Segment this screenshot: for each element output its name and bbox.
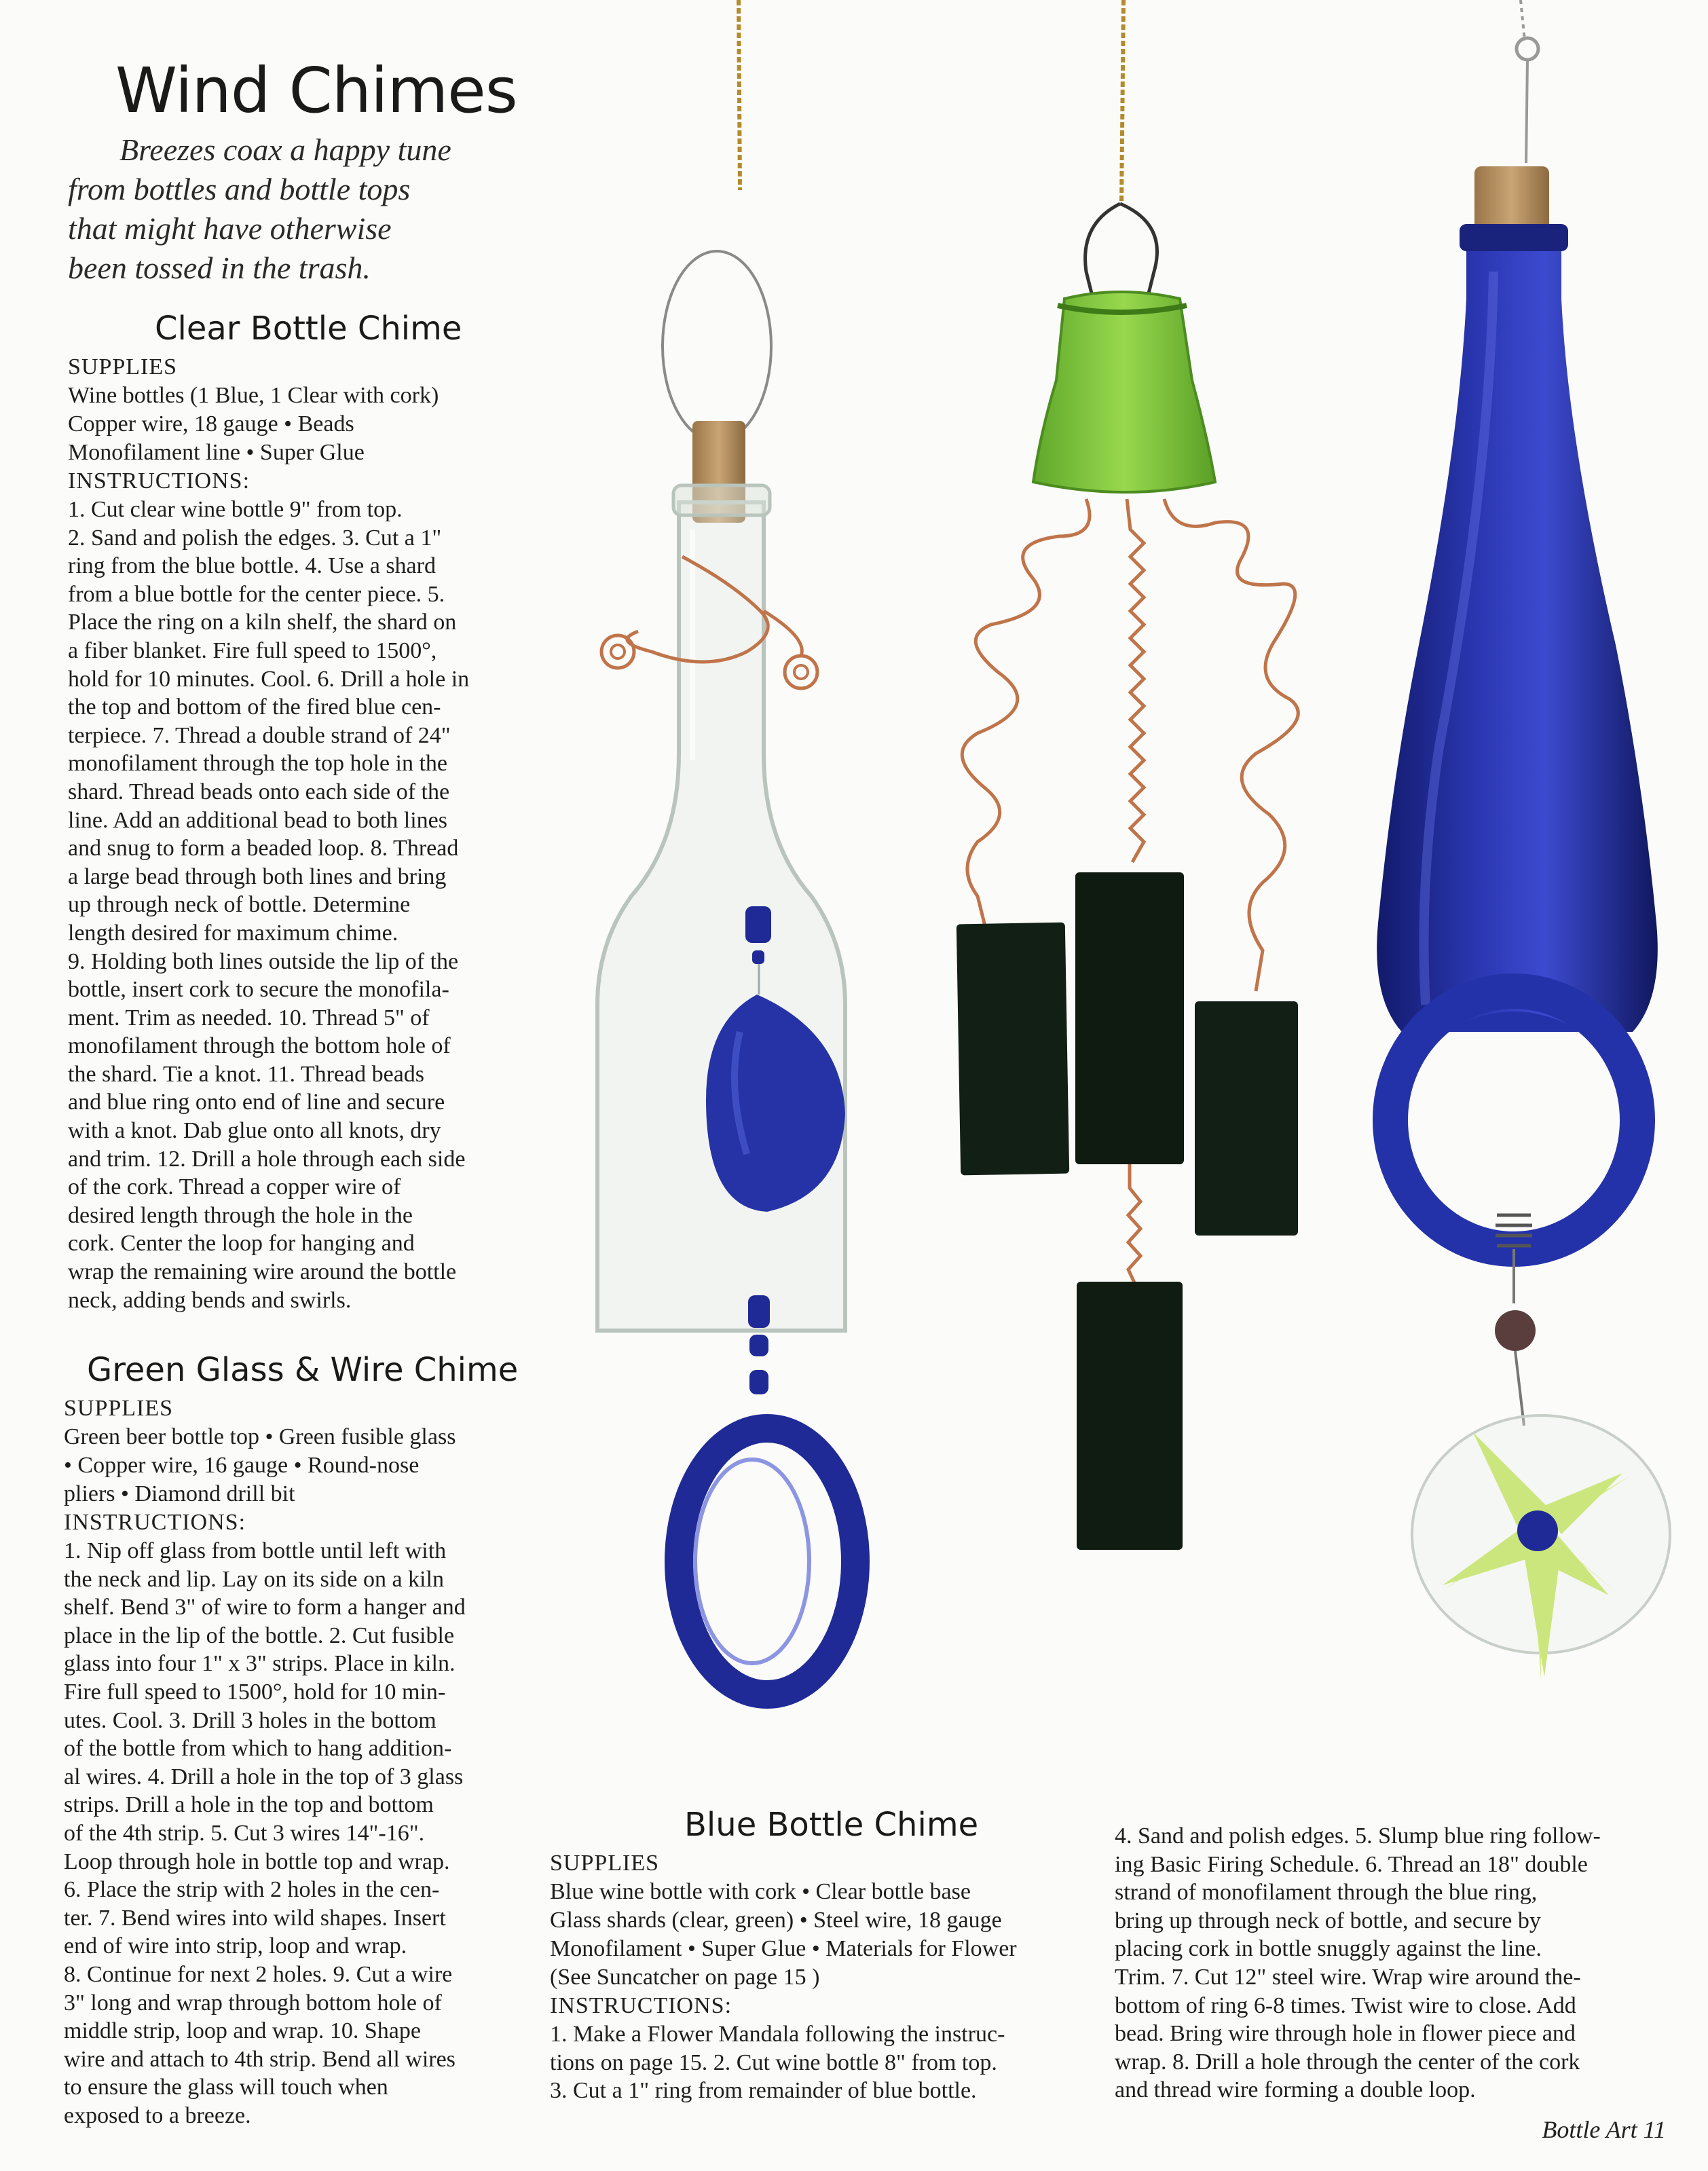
instruction-line: of the 4th strip. 5. Cut 3 wires 14"-16". <box>64 1820 425 1846</box>
instruction-line: utes. Cool. 3. Drill 3 holes in the bottom <box>64 1707 437 1733</box>
supply-line: Monofilament • Super Glue • Materials for Flower <box>550 1936 1017 1961</box>
instruction-line: 3" long and wrap through bottom hole of <box>64 1990 442 2016</box>
instruction-line: wrap the remaining wire around the bottle <box>68 1259 457 1285</box>
instructions-text <box>68 496 543 1314</box>
instruction-line: al wires. 4. Drill a hole in the top of 3 glass <box>64 1764 464 1789</box>
instructions-label: INSTRUCTIONS: <box>64 1510 246 1535</box>
instruction-line: tions on page 15. 2. Cut wine bottle 8" from top. <box>550 2049 997 2075</box>
instruction-line: ter. 7. Bend wires into wild shapes. Insert <box>64 1905 446 1931</box>
instruction-line: wire and attach to 4th strip. Bend all wires <box>64 2046 456 2072</box>
instructions-text <box>1115 1822 1671 2104</box>
intro-text <box>68 130 543 288</box>
instruction-line: a fiber blanket. Fire full speed to 1500°, <box>68 637 437 663</box>
blue-bottle-chime <box>1377 0 1670 1680</box>
instruction-line: 8. Continue for next 2 holes. 9. Cut a wire <box>64 1961 453 1987</box>
instruction-line: monofilament through the top hole in the <box>68 751 448 777</box>
instruction-line: desired length through the hole in the <box>68 1202 413 1228</box>
instruction-line: middle strip, loop and wrap. 10. Shape <box>64 2018 421 2044</box>
intro-line: from bottles and bottle tops <box>68 172 411 206</box>
instruction-line: shelf. Bend 3" of wire to form a hanger and <box>64 1595 466 1620</box>
instruction-line: the shard. Tie a knot. 11. Thread beads <box>68 1061 425 1087</box>
instruction-line: of the cork. Thread a copper wire of <box>68 1174 401 1200</box>
clear-bottle-heading: Clear Bottle Chime <box>155 310 462 348</box>
instruction-line: shard. Thread beads onto each side of the <box>68 779 450 804</box>
instruction-line: 1. Make a Flower Mandala following the instruc- <box>550 2022 1005 2047</box>
supplies-label: SUPPLIES <box>68 354 178 379</box>
instruction-line: the neck and lip. Lay on its side on a kiln <box>64 1566 444 1592</box>
instructions-label: INSTRUCTIONS: <box>68 468 250 494</box>
instruction-line: strips. Drill a hole in the top and bottom <box>64 1792 434 1818</box>
supplies-label: SUPPLIES <box>64 1396 174 1421</box>
instruction-line: neck, adding bends and swirls. <box>68 1287 352 1313</box>
supply-line: Copper wire, 18 gauge • Beads <box>68 411 354 437</box>
supply-line: pliers • Diamond drill bit <box>64 1481 295 1506</box>
instruction-line: end of wire into strip, loop and wrap. <box>64 1933 407 1959</box>
instruction-line: the top and bottom of the fired blue cen- <box>68 694 441 720</box>
instruction-line: bottom of ring 6-8 times. Twist wire to close. Add <box>1115 1992 1576 2018</box>
instruction-line: 1. Cut clear wine bottle 9" from top. <box>68 497 403 522</box>
blue-bottle-instructions-continued <box>1115 1822 1671 2104</box>
clear-bottle-section <box>68 353 543 1314</box>
instruction-line: place in the lip of the bottle. 2. Cut fusible <box>64 1622 455 1648</box>
instruction-line: 9. Holding both lines outside the lip of the <box>68 948 459 974</box>
instruction-line: and thread wire forming a double loop. <box>1115 2077 1476 2103</box>
green-chime-heading: Green Glass & Wire Chime <box>87 1351 519 1389</box>
instruction-line: up through neck of bottle. Determine <box>68 892 411 918</box>
supply-line: Blue wine bottle with cork • Clear bottle base <box>550 1879 971 1904</box>
supply-line: Glass shards (clear, green) • Steel wire, 18 gauge <box>550 1908 1002 1933</box>
instruction-line: Loop through hole in bottle top and wrap. <box>64 1849 450 1874</box>
instruction-line: bead. Bring wire through hole in flower piece and <box>1115 2021 1576 2047</box>
instruction-line: cork. Center the loop for hanging and <box>68 1231 415 1257</box>
instruction-line: Place the ring on a kiln shelf, the shard on <box>68 610 457 635</box>
green-glass-wire-chime <box>957 0 1299 1550</box>
instruction-line: of the bottle from which to hang addition- <box>64 1736 452 1762</box>
instruction-line: ring from the blue bottle. 4. Use a shard <box>68 553 436 579</box>
instructions-text <box>550 2020 1093 2105</box>
instruction-line: ing Basic Firing Schedule. 6. Thread an 18" double <box>1115 1851 1588 1877</box>
intro-line: Breezes coax a happy tune <box>119 132 451 167</box>
instruction-line: hold for 10 minutes. Cool. 6. Drill a hole in <box>68 666 470 692</box>
blue-bottle-heading: Blue Bottle Chime <box>684 1806 979 1844</box>
intro-line: that might have otherwise <box>68 211 392 246</box>
instruction-line: length desired for maximum chime. <box>68 920 398 946</box>
instruction-line: and snug to form a beaded loop. 8. Thread <box>68 836 459 861</box>
instruction-line: exposed to a breeze. <box>64 2102 251 2128</box>
instruction-line: bring up through neck of bottle, and secure by <box>1115 1908 1541 1933</box>
page-title: Wind Chimes <box>115 54 517 127</box>
page-footer: Bottle Art 11 <box>1542 2116 1666 2143</box>
supply-line: Monofilament line • Super Glue <box>68 440 365 465</box>
instruction-line: 4. Sand and polish edges. 5. Slump blue ring follow- <box>1115 1823 1601 1849</box>
instruction-line: Trim. 7. Cut 12" steel wire. Wrap wire around the- <box>1115 1964 1581 1990</box>
supply-line: Green beer bottle top • Green fusible glass <box>64 1424 456 1449</box>
clear-bottle-chime <box>597 0 855 1694</box>
instruction-line: wrap. 8. Drill a hole through the center of the cork <box>1115 2049 1580 2075</box>
green-chime-section <box>64 1394 546 2130</box>
instruction-line: to ensure the glass will touch when <box>64 2075 388 2100</box>
instruction-line: glass into four 1" x 3" strips. Place in kiln. <box>64 1651 456 1677</box>
instruction-line: with a knot. Dab glue onto all knots, dry <box>68 1118 441 1144</box>
intro-line: been tossed in the trash. <box>68 250 371 285</box>
instruction-line: Fire full speed to 1500°, hold for 10 min- <box>64 1679 446 1705</box>
instruction-line: bottle, insert cork to secure the monofila- <box>68 977 449 1003</box>
instruction-line: monofilament through the bottom hole of <box>68 1033 451 1059</box>
blue-bottle-section <box>550 1849 1093 2105</box>
instruction-line: 3. Cut a 1" ring from remainder of blue bottle. <box>550 2078 977 2104</box>
instruction-line: 1. Nip off glass from bottle until left with <box>64 1538 447 1563</box>
supply-line: • Copper wire, 16 gauge • Round-nose <box>64 1453 420 1478</box>
supply-line: Wine bottles (1 Blue, 1 Clear with cork) <box>68 383 439 408</box>
instruction-line: placing cork in bottle snuggly against the line. <box>1115 1936 1542 1962</box>
instruction-line: 6. Place the strip with 2 holes in the cen- <box>64 1877 440 1903</box>
instruction-line: line. Add an additional bead to both lines <box>68 807 448 833</box>
instruction-line: a large bead through both lines and bring <box>68 864 447 889</box>
instruction-line: ment. Trim as needed. 10. Thread 5" of <box>68 1005 430 1031</box>
instruction-line: from a blue bottle for the center piece. 5. <box>68 581 445 607</box>
instructions-text <box>64 1537 546 2130</box>
instructions-label: INSTRUCTIONS: <box>550 1993 732 2018</box>
instruction-line: terpiece. 7. Thread a double strand of 24" <box>68 722 451 748</box>
instruction-line: 2. Sand and polish the edges. 3. Cut a 1" <box>68 525 442 551</box>
instruction-line: and trim. 12. Drill a hole through each side <box>68 1146 466 1172</box>
instruction-line: strand of monofilament through the blue ring, <box>1115 1880 1538 1906</box>
instruction-line: and blue ring onto end of line and secure <box>68 1090 445 1115</box>
supply-line: (See Suncatcher on page 15 ) <box>550 1965 820 1990</box>
supplies-label: SUPPLIES <box>550 1851 660 1876</box>
